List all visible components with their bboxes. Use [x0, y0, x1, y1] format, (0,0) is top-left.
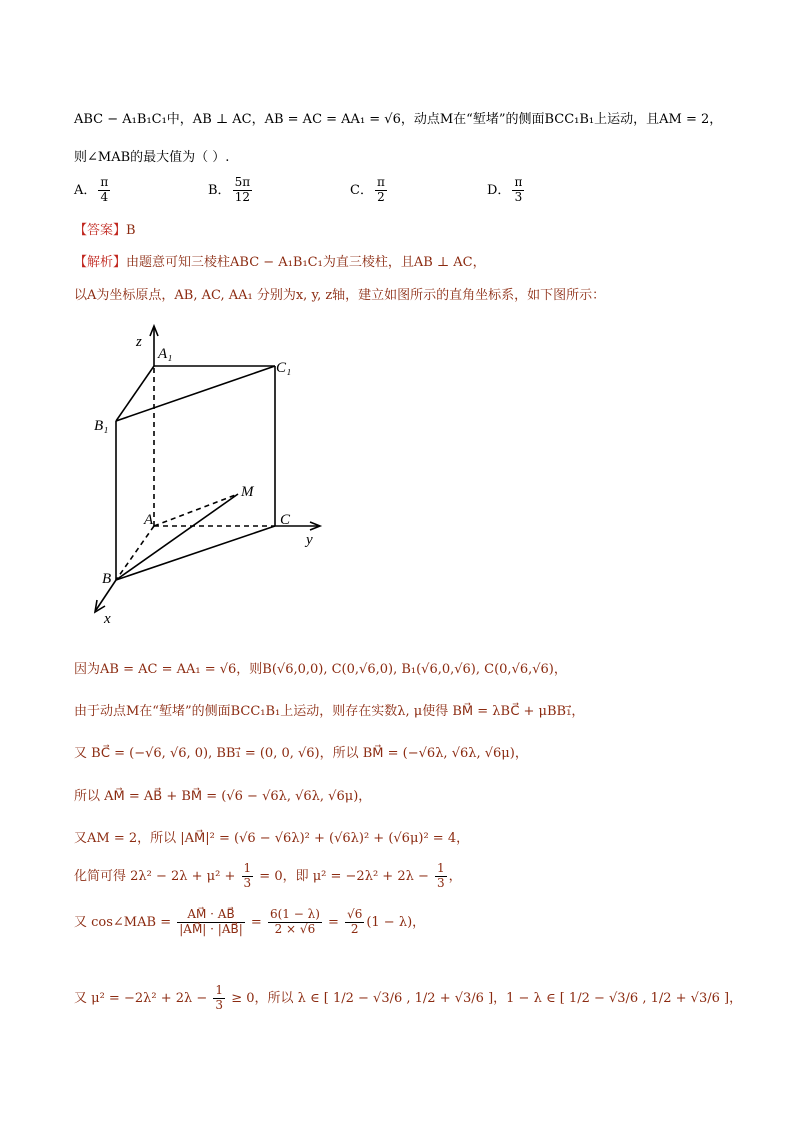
- prism-coordinate-figure: [88, 318, 348, 628]
- edge-B1-C1: [116, 366, 275, 421]
- option-a: A． $\frac{\pi}{4}$: [74, 175, 109, 204]
- label-C1: C₁: [276, 360, 292, 376]
- label-B1: B₁: [94, 418, 109, 434]
- solution-line-6: 化简可得 2λ² − 2λ + μ² + $\frac{1}{3}$ = 0，即 μ² = −2λ² + 2λ − $\frac{1}{3}$ ，: [74, 861, 462, 890]
- answer-tag: 【答案】: [74, 223, 127, 238]
- option-b: B． $\frac{5\pi}{12}$: [208, 175, 251, 204]
- segment-A-M: [154, 494, 238, 526]
- option-c: C． $\frac{\pi}{2}$: [350, 175, 385, 204]
- solution-line-7: 又 cos∠MAB = $\frac{AM⃗ \cdot AB⃗}{|AM⃗| \cdot |AB⃗|}$ = $\frac{6(1 - \lambda)}{2 \times √6}$ = $\frac{√6}{2}$ (1 − λ)，: [74, 907, 426, 936]
- solution-line-2: 由于动点M在“堑堵”的侧面BCC₁B₁上运动，则存在实数λ, μ使得 BM⃗ = λBC⃗ + μBB₁⃗，: [74, 704, 585, 719]
- analysis-tag: 【解析】: [74, 255, 127, 270]
- answer-line: [74, 219, 754, 238]
- label-B: B: [102, 571, 112, 587]
- solution-line-8: 又 μ² = −2λ² + 2λ − $\frac{1}{3}$ ≥ 0，所以 λ ∈ [ 1/2 − √3/6 , 1/2 + √3/6 ]，1 − λ ∈ [ 1/2 − √3/6 , 1/2 + √3/6 ]，: [74, 983, 743, 1012]
- label-A: A: [144, 512, 154, 528]
- label-A1: A₁: [158, 346, 173, 362]
- lambda-interval: [ 1/2 − √3/6 , 1/2 + √3/6 ]: [323, 990, 494, 1006]
- solution-line-3: 又 BC⃗ = (−√6, √6, 0), BB₁⃗ = (0, 0, √6)，所以 BM⃗ = (−√6λ, √6λ, √6μ)，: [74, 746, 528, 761]
- edge-A1-B1: [116, 366, 154, 421]
- answer-value: B: [126, 223, 136, 238]
- option-d: D． $\frac{\pi}{3}$: [487, 175, 523, 204]
- segment-B-M: [116, 494, 238, 580]
- edge-B-C: [116, 526, 275, 580]
- solution-line-5: 又AM = 2，所以 |AM⃗|² = (√6 − √6λ)² + (√6λ)² + (√6μ)² = 4，: [74, 831, 470, 846]
- label-x: x: [104, 611, 111, 627]
- problem-line-2: 则∠MAB的最大值为（ ）.: [74, 150, 230, 165]
- problem-line-1: ABC − A₁B₁C₁中，AB ⊥ AC，AB = AC = AA₁ = √6，动点M在“堑堵”的侧面BCC₁B₁上运动，且AM = 2，: [74, 112, 723, 127]
- one-minus-lambda-interval: [ 1/2 − √3/6 , 1/2 + √3/6 ]: [559, 990, 730, 1006]
- label-M: M: [241, 484, 254, 500]
- edge-A-B: [116, 526, 154, 580]
- label-C: C: [280, 512, 291, 528]
- solution-line-1: 因为AB = AC = AA₁ = √6，则B(√6,0,0), C(0,√6,0), B₁(√6,0,√6), C(0,√6,√6)，: [74, 662, 567, 677]
- label-z: z: [136, 334, 142, 350]
- analysis-line-2: 以A为坐标原点，AB, AC, AA₁ 分别为x, y, z轴，建立如图所示的直角坐标系，如下图所示：: [74, 288, 606, 303]
- analysis-line-1: 【解析】由题意可知三棱柱ABC − A₁B₁C₁为直三棱柱，且AB ⊥ AC，: [74, 255, 486, 270]
- solution-line-4: 所以 AM⃗ = AB⃗ + BM⃗ = (√6 − √6λ, √6λ, √6μ)，: [74, 789, 372, 804]
- label-y: y: [306, 532, 313, 548]
